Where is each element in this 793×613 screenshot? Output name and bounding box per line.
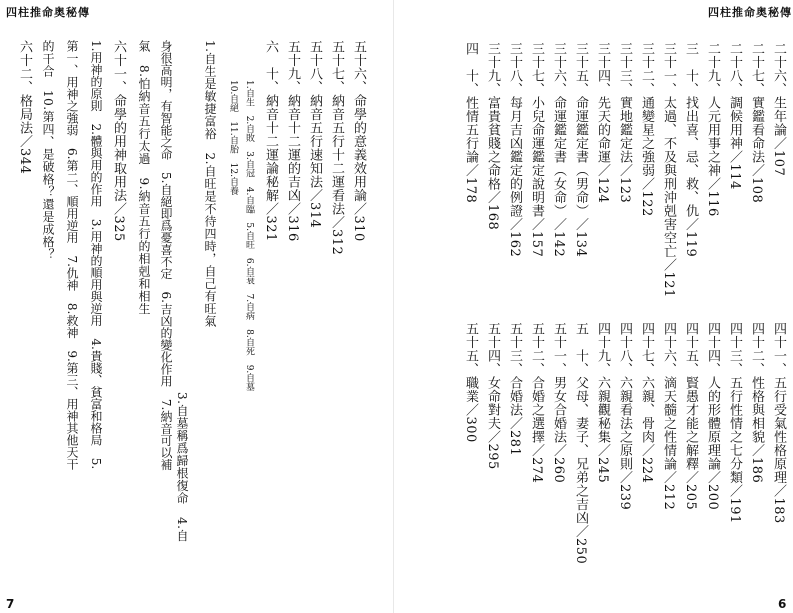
toc-entry: 四 十、性情五行論／178: [463, 42, 478, 204]
page-number-right: 6: [778, 597, 787, 611]
toc-entry: 三 十、找出喜、忌、救、仇／119: [683, 42, 698, 258]
toc-subentry: 1.用神的原則 2.體與用的作用 3.用神的順用與逆用 4.貴賤、貧富和格局 5.: [89, 40, 103, 470]
toc-entry: 四十七、六親、骨肉／224: [639, 322, 654, 484]
toc-entry: 三十六、命運鑑定書（女命）／142: [551, 42, 566, 258]
toc-entry: 三十九、富貴貧賤之命格／168: [485, 42, 500, 231]
toc-entry: 三十二、通變星之強弱／122: [639, 42, 654, 217]
toc-sublist: 10.自絕 11.自胎 12.自養: [228, 80, 238, 195]
running-header-right: 四柱推命奥秘傳: [708, 6, 792, 19]
running-header-left: 四柱推命奥秘傳: [6, 6, 90, 19]
toc-entry: 四十三、五行性情之七分類／191: [727, 322, 742, 524]
toc-subentry: 1.自生是敏捷富裕 2.自旺是不待四時，自己有旺氣: [203, 40, 217, 328]
toc-entry: 四十四、人的形體原理論／200: [705, 322, 720, 511]
toc-subentry: 第一、用神之強弱 6.第二、順用逆用 7.仇神 8.救神 9.第三、用神其他天干: [65, 40, 79, 470]
toc-subentry: 氣 8.怕納音五行太過 9.納音五行的相剋和相生: [137, 40, 151, 315]
toc-entry: 五十六、命學的意義效用論／310: [351, 40, 366, 242]
toc-entry: 三十四、先天的命運／124: [595, 42, 610, 204]
toc-entry: 三十五、命運鑑定書（男命）／134: [573, 42, 588, 258]
toc-subentry: 身很高明，有智能之命 5.自絕即爲憂喜不定 6.吉凶的變化作用 7.納音可以補: [159, 40, 173, 471]
toc-entry: 二十八、調候用神／114: [727, 42, 742, 190]
page-gutter: [393, 0, 394, 613]
toc-entry: 二十九、人元用事之神／116: [705, 42, 720, 217]
page-number-left: 7: [6, 597, 15, 611]
toc-entry: 二十六、生年論／107: [771, 42, 786, 177]
toc-entry: 五十七、納音五行十二運看法／312: [329, 40, 344, 256]
toc-entry: 五十九、納音十二運的吉凶／316: [285, 40, 300, 242]
toc-entry: 三十三、實地鑑定法／123: [617, 42, 632, 204]
toc-entry: 五十五、職業／300: [463, 322, 478, 443]
toc-entry: 三十一、太過、不及與刑沖剋害空亡／121: [661, 42, 676, 298]
toc-entry: 三十八、每月吉凶鑑定的例證／162: [507, 42, 522, 258]
toc-entry: 二十七、實鑑看命法／108: [749, 42, 764, 204]
toc-entry: 四十二、性格與相貌／186: [749, 322, 764, 484]
toc-entry: 五十三、合婚法／281: [507, 322, 522, 457]
toc-entry: 五十一、男女合婚法／260: [551, 322, 566, 484]
toc-entry: 五十四、女命對夫／295: [485, 322, 500, 470]
toc-entry: 五 十、父母、妻子、兄弟之吉凶／250: [573, 322, 588, 565]
toc-entry: 四十八、六親看法之原則／239: [617, 322, 632, 511]
toc-subentry: 的干合 10.第四、是破格？還是成格？: [41, 40, 55, 261]
toc-entry: 四十六、滴天髓之性情論／212: [661, 322, 676, 511]
toc-entry: 五十二、合婚之選擇／274: [529, 322, 544, 484]
toc-entry: 四十九、六親觀秘集／245: [595, 322, 610, 484]
toc-entry: 四十一、五行受氣性格原理／183: [771, 322, 786, 524]
toc-entry: 六 十、納音十二運論秘解／321: [263, 40, 278, 242]
toc-sublist: 1.自生 2.自敗 3.自冠 4.自臨 5.自旺 6.自衰 7.自病 8.自死 9.自墓: [244, 80, 254, 392]
toc-entry: 四十五、賢愚才能之解釋／205: [683, 322, 698, 511]
toc-entry: 六十一、命學的用神取用法／325: [111, 40, 126, 242]
toc-subentry: 3.自墓稱爲歸根復命 4.自: [175, 392, 189, 542]
toc-entry: 三十七、小兒命運鑑定說明書／157: [529, 42, 544, 258]
toc-entry: 六十二、格局法／344: [17, 40, 32, 175]
toc-entry: 五十八、納音五行速知法／314: [307, 40, 322, 229]
